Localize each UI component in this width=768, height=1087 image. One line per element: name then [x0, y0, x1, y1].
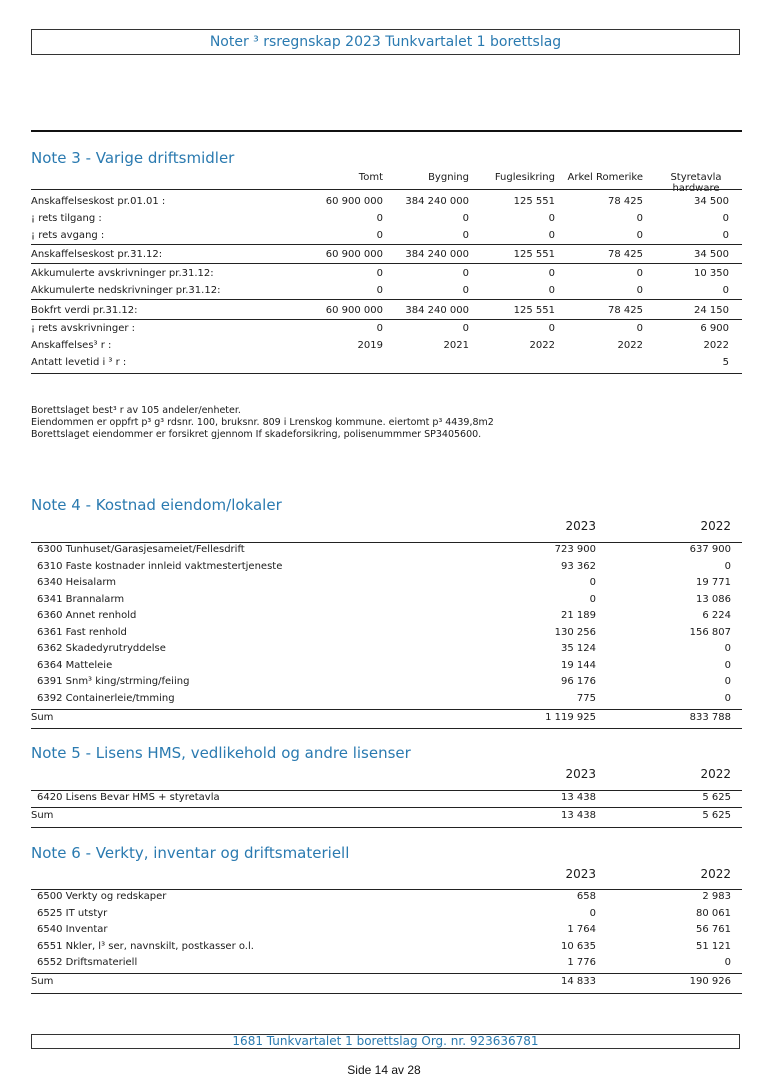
- cell: 13 438: [561, 792, 596, 803]
- cell: 775: [576, 692, 596, 704]
- cell: 0: [548, 268, 555, 279]
- note3-row: [31, 282, 742, 299]
- table-rule: [31, 244, 742, 245]
- row-label: 6540 Inventar: [37, 924, 108, 935]
- cell: 0: [589, 577, 596, 588]
- cell: 0: [724, 676, 731, 687]
- cell: 130 256: [554, 626, 596, 638]
- note3-row: [31, 227, 742, 244]
- row-label: 6420 Lisens Bevar HMS + styretavla: [37, 792, 220, 803]
- cell: 1 776: [567, 957, 596, 968]
- table-rule: [31, 728, 742, 729]
- note4-row: [31, 592, 742, 608]
- cell: 60 900 000: [325, 249, 383, 260]
- note3-paragraph-line: Eiendommen er oppfrt p³ g³ rdsnr. 100, bruksnr. 809 i Lrenskog kommune. eiertomt p³ 4439,8m2: [31, 417, 494, 428]
- cell: 10 635: [561, 940, 596, 952]
- cell: 0: [376, 285, 383, 296]
- cell: 78 425: [608, 196, 643, 207]
- table-rule: [31, 263, 742, 264]
- note6-row: [31, 939, 742, 955]
- table-rule: [31, 827, 742, 828]
- cell: 0: [722, 230, 729, 241]
- cell: 384 240 000: [405, 196, 469, 207]
- note3-row: [31, 302, 742, 319]
- cell: 0: [548, 285, 555, 296]
- row-label: 6360 Annet renhold: [37, 610, 137, 621]
- cell: 658: [576, 891, 596, 902]
- cell: 2022: [703, 340, 729, 351]
- cell: 51 121: [696, 940, 731, 952]
- row-label: 6500 Verkty og redskaper: [37, 891, 167, 902]
- row-label: ¡ rets avskrivninger :: [31, 323, 136, 334]
- note6-year-headers: [31, 867, 742, 883]
- cell: 125 551: [513, 196, 555, 207]
- note5-year-headers: [31, 767, 742, 783]
- page-number: Side 14 av 28: [347, 1063, 421, 1077]
- col-header-styretavla: Styretavla: [670, 172, 722, 183]
- cell: 6 224: [702, 610, 731, 621]
- cell: 60 900 000: [325, 305, 383, 316]
- col-header-arkel-romerike: Arkel Romerike: [567, 172, 643, 183]
- cell: 0: [462, 213, 469, 224]
- cell: 13 086: [696, 593, 731, 605]
- cell: 0: [636, 268, 643, 279]
- row-label: 6364 Matteleie: [37, 659, 113, 671]
- note3-paragraph-line: Borettslaget best³ r av 105 andeler/enheter.: [31, 405, 241, 416]
- sum-cell: 1 119 925: [545, 712, 596, 723]
- cell: 0: [376, 268, 383, 279]
- cell: 0: [636, 285, 643, 296]
- note3-row: [31, 265, 742, 282]
- cell: 2022: [529, 340, 555, 351]
- row-label: Akkumulerte nedskrivninger pr.31.12:: [31, 285, 221, 296]
- cell: 34 500: [694, 196, 729, 207]
- note3-row: [31, 354, 742, 371]
- year-header: 2022: [700, 519, 731, 533]
- note5-sum-row: [31, 808, 742, 824]
- sum-cell: 190 926: [689, 976, 731, 987]
- table-rule: [31, 189, 742, 190]
- cell: 0: [724, 659, 731, 671]
- cell: 0: [548, 323, 555, 334]
- cell: 96 176: [561, 676, 596, 687]
- year-header: 2022: [700, 867, 731, 881]
- note6-sum-row: [31, 974, 742, 990]
- note4-row: [31, 559, 742, 575]
- row-label: 6362 Skadedyrutryddelse: [37, 643, 166, 654]
- year-header: 2022: [700, 767, 731, 781]
- row-label: 6340 Heisalarm: [37, 577, 116, 588]
- row-label: 6310 Faste kostnader innleid vaktmestertjeneste: [37, 560, 283, 572]
- row-label: 6391 Snm³ king/strming/feiing: [37, 676, 190, 687]
- row-label: 6341 Brannalarm: [37, 593, 125, 605]
- cell: 35 124: [561, 643, 596, 654]
- cell: 1 764: [567, 924, 596, 935]
- cell: 0: [462, 285, 469, 296]
- cell: 2 983: [702, 891, 731, 902]
- row-label: Akkumulerte avskrivninger pr.31.12:: [31, 268, 214, 279]
- cell: 637 900: [689, 544, 731, 555]
- col-header-fuglesikring: Fuglesikring: [494, 172, 555, 183]
- cell: 125 551: [513, 305, 555, 316]
- note6-title: Note 6 - Verkty, inventar og driftsmateriell: [31, 844, 350, 862]
- note3-row: [31, 210, 742, 227]
- cell: 2019: [357, 340, 383, 351]
- note4-year-headers: [31, 519, 742, 535]
- row-label: 6392 Containerleie/tmming: [37, 692, 175, 704]
- cell: 384 240 000: [405, 249, 469, 260]
- note4-row: [31, 542, 742, 558]
- cell: 80 061: [696, 907, 731, 919]
- cell: 0: [376, 323, 383, 334]
- cell: 93 362: [561, 560, 596, 572]
- cell: 78 425: [608, 249, 643, 260]
- note6-row: [31, 889, 742, 905]
- cell: 723 900: [554, 544, 596, 555]
- sum-cell: 13 438: [561, 810, 596, 821]
- sum-cell: 14 833: [561, 976, 596, 987]
- row-label: ¡ rets tilgang :: [31, 213, 102, 224]
- note3-row: [31, 246, 742, 263]
- sum-label: Sum: [31, 976, 54, 987]
- sum-label: Sum: [31, 712, 54, 723]
- cell: 34 500: [694, 249, 729, 260]
- note3-row: [31, 193, 742, 210]
- note6-row: [31, 922, 742, 938]
- note4-row: [31, 575, 742, 591]
- year-header: 2023: [565, 767, 596, 781]
- cell: 56 761: [696, 924, 731, 935]
- year-header: 2023: [565, 867, 596, 881]
- note4-row: [31, 674, 742, 690]
- note4-title: Note 4 - Kostnad eiendom/lokaler: [31, 496, 282, 514]
- cell: 384 240 000: [405, 305, 469, 316]
- cell: 0: [462, 268, 469, 279]
- note6-row: [31, 906, 742, 922]
- row-label: Bokfrt verdi pr.31.12:: [31, 305, 138, 316]
- cell: 0: [724, 692, 731, 704]
- note3-row: [31, 337, 742, 354]
- cell: 0: [636, 323, 643, 334]
- table-rule: [31, 373, 742, 374]
- section-divider: [31, 130, 742, 132]
- sum-label: Sum: [31, 810, 54, 821]
- note4-row: [31, 641, 742, 657]
- sum-cell: 5 625: [702, 810, 731, 821]
- cell: 0: [589, 907, 596, 919]
- cell: 0: [722, 213, 729, 224]
- cell: 0: [376, 213, 383, 224]
- note4-row: [31, 691, 742, 707]
- col-header-bygning: Bygning: [428, 172, 469, 183]
- cell: 0: [636, 213, 643, 224]
- note3-paragraph-line: Borettslaget eiendommer er forsikret gjennom If skadeforsikring, polisenummmer SP3405600.: [31, 429, 482, 440]
- cell: 156 807: [689, 626, 731, 638]
- row-label: Antatt levetid i ³ r :: [31, 357, 127, 368]
- note5-title: Note 5 - Lisens HMS, vedlikehold og andre lisenser: [31, 744, 411, 762]
- row-label: 6361 Fast renhold: [37, 626, 127, 638]
- row-label: 6551 Nkler, l³ ser, navnskilt, postkasser o.l.: [37, 940, 254, 952]
- cell: 21 189: [561, 610, 596, 621]
- cell: 0: [462, 230, 469, 241]
- cell: 60 900 000: [325, 196, 383, 207]
- note5-row: [31, 790, 742, 806]
- row-label: ¡ rets avgang :: [31, 230, 105, 241]
- note3-title: Note 3 - Varige driftsmidler: [31, 149, 235, 167]
- cell: 19 771: [696, 577, 731, 588]
- page-footer: 1681 Tunkvartalet 1 borettslag Org. nr. 923636781: [31, 1034, 740, 1049]
- sum-cell: 833 788: [689, 712, 731, 723]
- note6-row: [31, 955, 742, 971]
- cell: 125 551: [513, 249, 555, 260]
- cell: 0: [548, 230, 555, 241]
- note4-row: [31, 658, 742, 674]
- note3-row: [31, 320, 742, 337]
- page-header: Noter ³ rsregnskap 2023 Tunkvartalet 1 borettslag: [31, 29, 740, 55]
- cell: 24 150: [694, 305, 729, 316]
- cell: 2021: [443, 340, 469, 351]
- col-header-tomt: Tomt: [358, 172, 383, 183]
- cell: 0: [462, 323, 469, 334]
- note4-row: [31, 608, 742, 624]
- cell: 2022: [617, 340, 643, 351]
- row-label: 6525 IT utstyr: [37, 907, 108, 919]
- table-rule: [31, 299, 742, 300]
- table-rule: [31, 993, 742, 994]
- cell: 5 625: [702, 792, 731, 803]
- row-label: 6552 Driftsmateriell: [37, 957, 138, 968]
- cell: 10 350: [694, 268, 729, 279]
- note4-sum-row: [31, 710, 742, 726]
- note4-row: [31, 625, 742, 641]
- cell: 5: [722, 357, 729, 368]
- row-label: 6300 Tunhuset/Garasjesameiet/Fellesdrift: [37, 544, 245, 555]
- cell: 0: [724, 560, 731, 572]
- cell: 6 900: [700, 323, 729, 334]
- cell: 0: [589, 593, 596, 605]
- cell: 0: [376, 230, 383, 241]
- year-header: 2023: [565, 519, 596, 533]
- cell: 0: [722, 285, 729, 296]
- cell: 78 425: [608, 305, 643, 316]
- cell: 0: [724, 643, 731, 654]
- cell: 0: [724, 957, 731, 968]
- cell: 19 144: [561, 659, 596, 671]
- cell: 0: [548, 213, 555, 224]
- cell: 0: [636, 230, 643, 241]
- row-label: Anskaffelses³ r :: [31, 340, 112, 351]
- row-label: Anskaffelseskost pr.01.01 :: [31, 196, 166, 207]
- row-label: Anskaffelseskost pr.31.12:: [31, 249, 163, 260]
